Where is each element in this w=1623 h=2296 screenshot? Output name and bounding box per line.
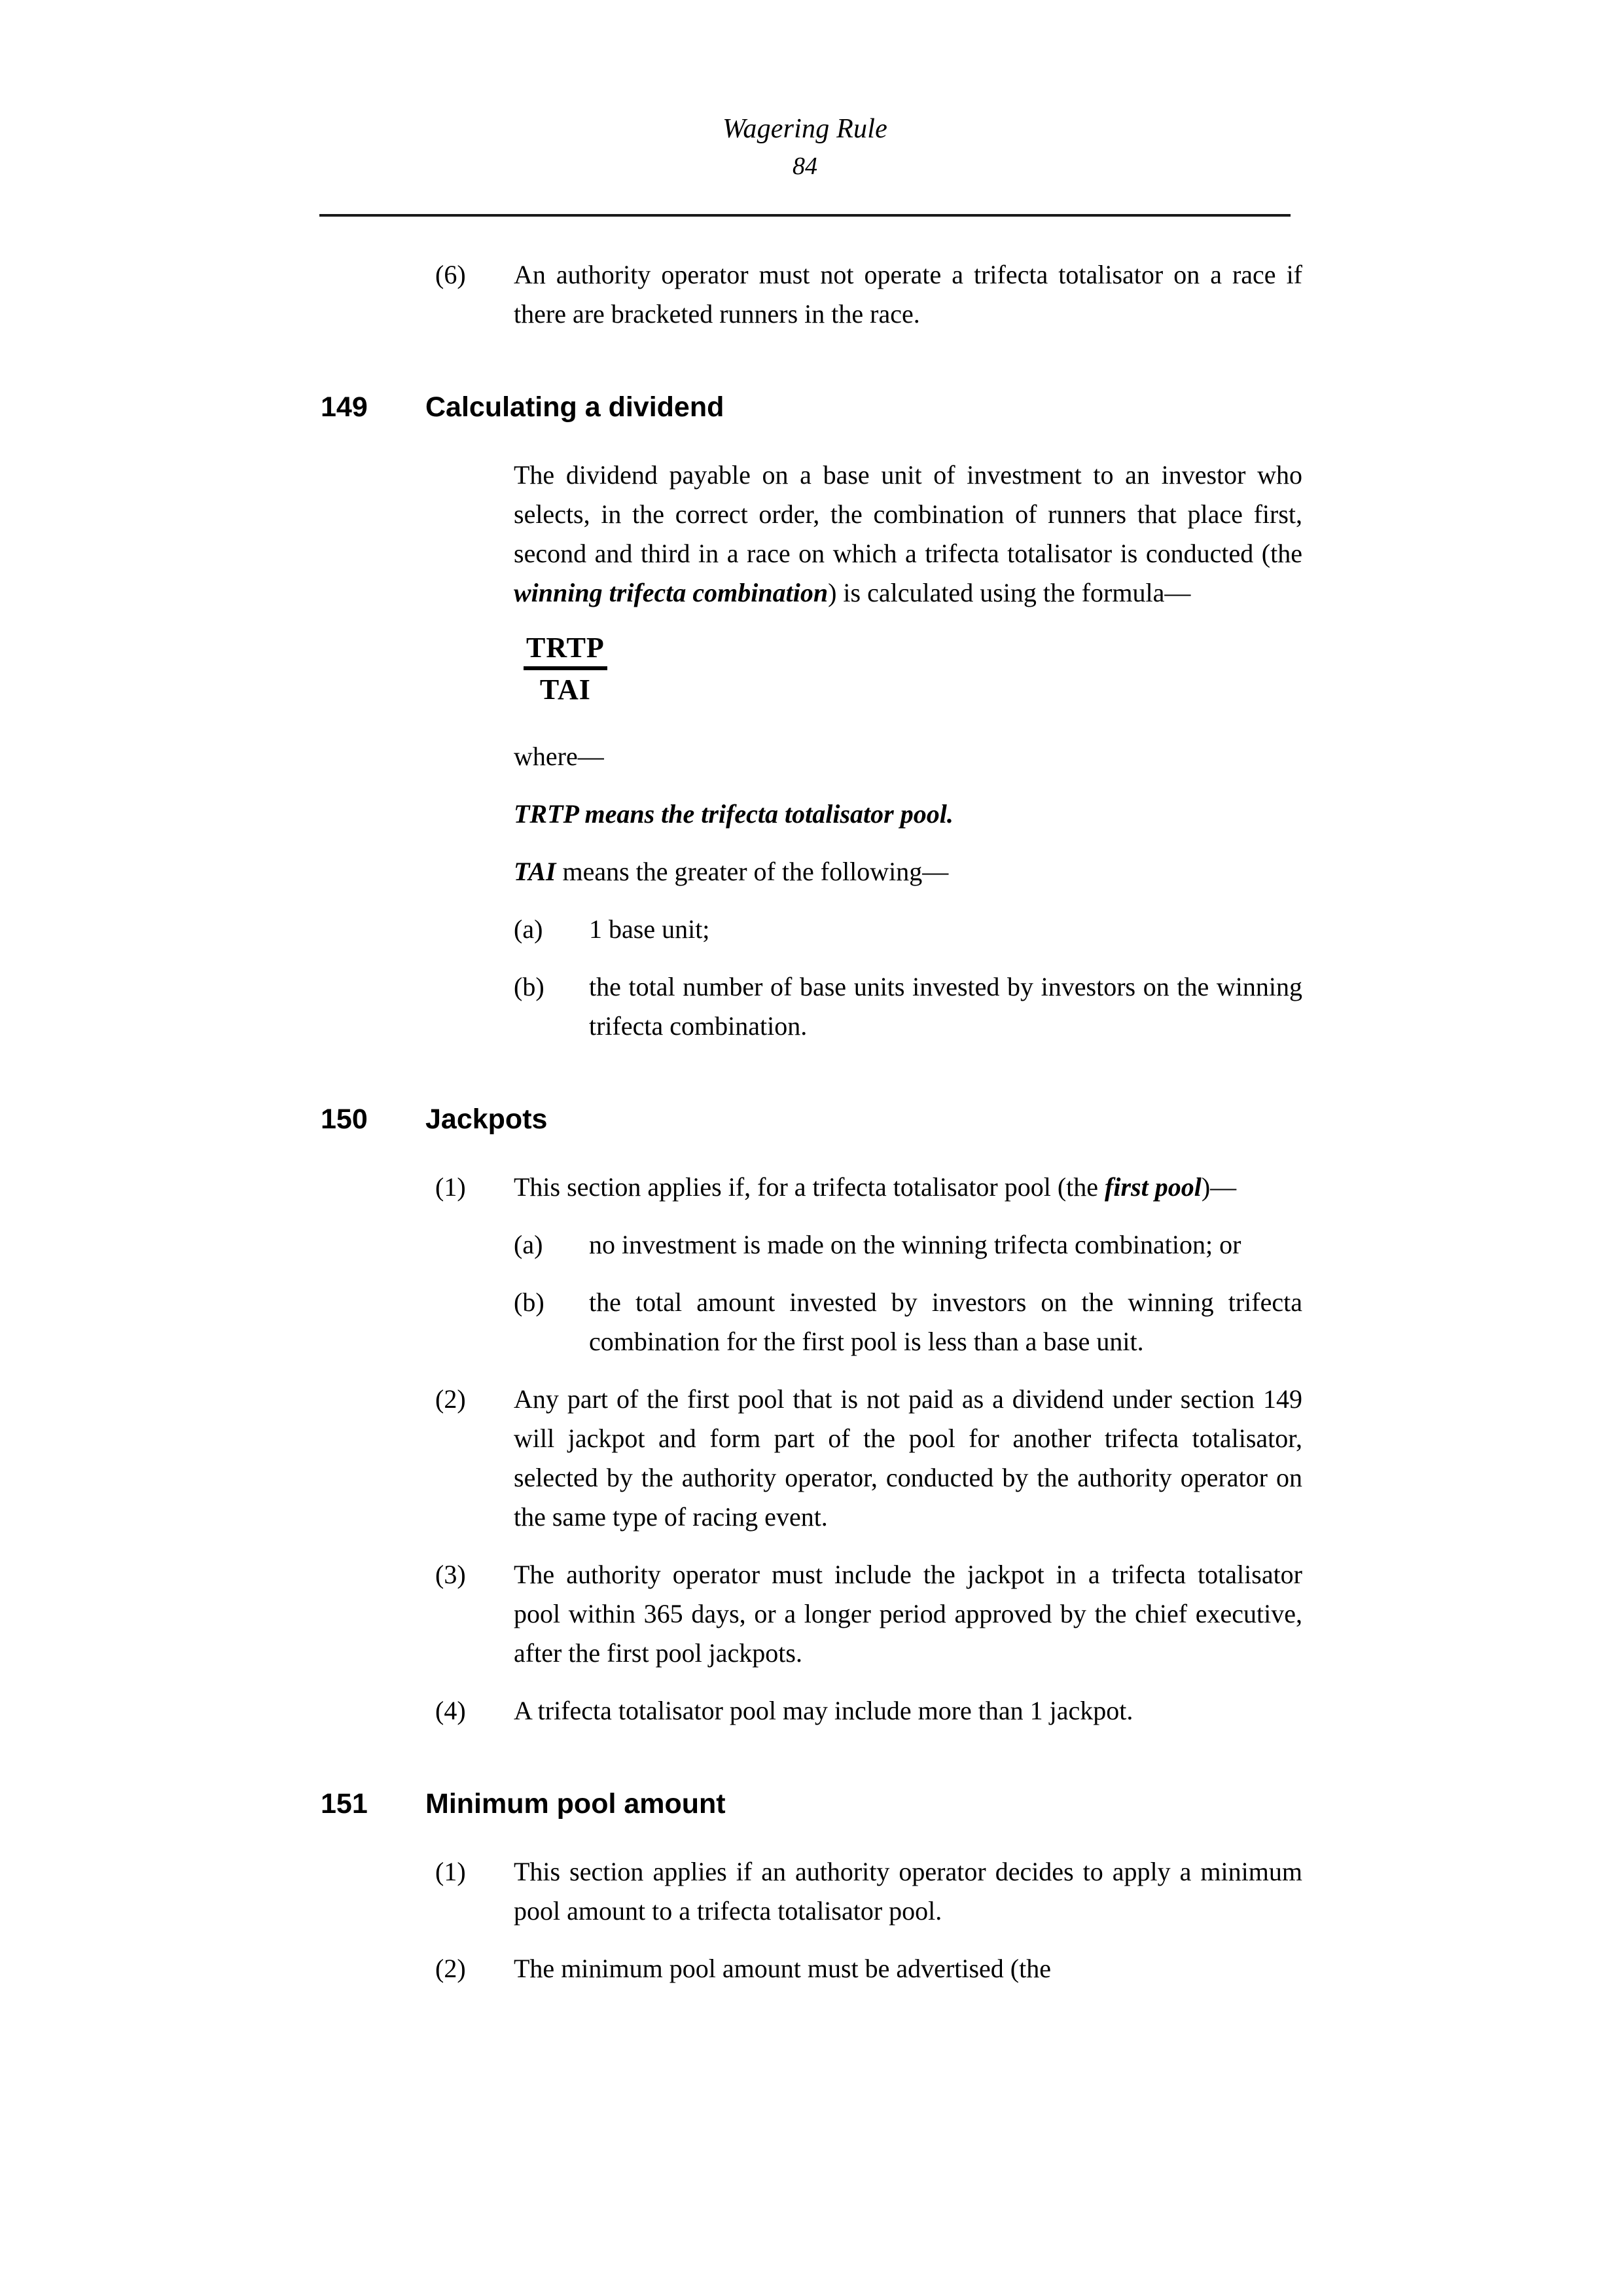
spacer <box>0 834 1623 852</box>
spacer <box>0 1138 1623 1168</box>
section-150-item-b <box>514 1283 1302 1361</box>
page-number: 84 <box>793 152 817 180</box>
spacer <box>0 334 1623 389</box>
spacer <box>0 1537 1623 1555</box>
definition-tai-term: TAI <box>514 857 556 886</box>
formula-block <box>0 631 1623 707</box>
header-divider <box>319 214 1291 217</box>
clause-6-marker: (6) <box>435 260 466 289</box>
section-149-intro <box>514 456 1302 613</box>
section-151-subsection-2 <box>435 1949 1302 1988</box>
section-151-subsection-2-marker: (2) <box>435 1954 466 1983</box>
section-150-subsection-4-marker: (4) <box>435 1696 466 1725</box>
formula-numerator: TRTP <box>524 631 607 670</box>
spacer <box>0 1822 1623 1852</box>
section-149-item-b-marker: (b) <box>514 972 544 1001</box>
section-149-title: Calculating a dividend <box>425 391 724 423</box>
section-151-subsection-1 <box>435 1852 1302 1931</box>
spacer <box>0 1361 1623 1380</box>
section-150-item-a <box>514 1225 1302 1265</box>
section-150-subsection-1-marker: (1) <box>435 1172 466 1202</box>
section-151-title: Minimum pool amount <box>425 1788 726 1820</box>
section-150-subsection-2 <box>435 1380 1302 1537</box>
page-header-title: Wagering Rule <box>722 114 887 144</box>
section-150-item-a-text: no investment is made on the winning trifecta combination; or <box>589 1230 1241 1259</box>
formula-denominator: TAI <box>539 673 591 706</box>
spacer <box>0 1731 1623 1785</box>
spacer <box>0 1931 1623 1949</box>
section-150-item-a-marker: (a) <box>514 1230 543 1259</box>
spacer <box>0 707 1623 737</box>
section-149-item-a-text: 1 base unit; <box>589 914 710 944</box>
section-151-subsection-1-text: This section applies if an authority operator decides to apply a minimum pool amount to a trifecta totalisator pool. <box>514 1857 1302 1926</box>
section-150-subsection-4-text: A trifecta totalisator pool may include more than 1 jackpot. <box>514 1696 1133 1725</box>
section-151-subsection-2-text: The minimum pool amount must be advertised (the <box>514 1954 1051 1983</box>
section-150-item-b-marker: (b) <box>514 1287 544 1317</box>
clause-6-text: An authority operator must not operate a trifecta totalisator on a race if there are bracketed runners in the race. <box>514 260 1302 329</box>
section-heading-150 <box>321 1101 1302 1138</box>
section-150-subsection-4 <box>435 1691 1302 1731</box>
section-149-item-b-text: the total number of base units invested by investors on the winning trifecta combination. <box>589 972 1302 1041</box>
spacer <box>0 613 1623 631</box>
spacer <box>0 1673 1623 1691</box>
document-body <box>0 255 1623 1988</box>
section-150-subsection-3 <box>435 1555 1302 1673</box>
term-winning-trifecta-combination: winning trifecta combination <box>514 578 829 607</box>
clause-6 <box>435 255 1302 334</box>
spacer <box>0 891 1623 910</box>
section-heading-151 <box>321 1785 1302 1822</box>
section-150-subsection-3-text: The authority operator must include the jackpot in a trifecta totalisator pool within 365 days, or a longer period approved by the chief executive, after the first pool jackpots. <box>514 1560 1302 1668</box>
section-151-subsection-1-marker: (1) <box>435 1857 466 1886</box>
section-151-number: 151 <box>321 1788 368 1820</box>
spacer <box>0 1207 1623 1225</box>
term-first-pool: first pool <box>1105 1172 1202 1202</box>
section-150-subsection-2-marker: (2) <box>435 1384 466 1414</box>
section-149-intro-part2: ) is calculated using the formula— <box>828 578 1191 607</box>
spacer <box>0 1046 1623 1101</box>
section-150-subsection-3-marker: (3) <box>435 1560 466 1589</box>
section-149-item-a <box>514 910 1302 949</box>
section-150-subsection-1-part1: This section applies if, for a trifecta totalisator pool (the <box>514 1172 1105 1202</box>
spacer <box>0 776 1623 795</box>
section-150-item-b-text: the total amount invested by investors on the winning trifecta combination for the first pool is less than a base unit. <box>589 1287 1302 1356</box>
section-150-title: Jackpots <box>425 1103 548 1135</box>
section-heading-149 <box>321 389 1302 425</box>
section-150-subsection-1 <box>435 1168 1302 1207</box>
spacer <box>0 1265 1623 1283</box>
section-150-number: 150 <box>321 1103 368 1135</box>
section-150-subsection-2-text: Any part of the first pool that is not paid as a dividend under section 149 will jackpot and form part of the pool for another trifecta totalisator, selected by the authority operator, conducted by the authority operator on the same type of racing event. <box>514 1384 1302 1532</box>
definition-tai-rest: means the greater of the following— <box>556 857 949 886</box>
section-149-item-b <box>514 967 1302 1046</box>
section-149-number: 149 <box>321 391 368 423</box>
dividend-formula <box>524 631 607 707</box>
section-149-item-a-marker: (a) <box>514 914 543 944</box>
where-label: where— <box>514 742 604 771</box>
definition-tai <box>514 852 1302 891</box>
definition-trtp: TRTP means the trifecta totalisator pool. <box>514 799 954 829</box>
page-header <box>319 111 1291 183</box>
section-150-subsection-1-part2: )— <box>1201 1172 1237 1202</box>
spacer <box>0 425 1623 456</box>
section-149-intro-part1: The dividend payable on a base unit of investment to an investor who selects, in the correct order, the combination of runners that place first, second and third in a race on which a trifecta totalisator is conducted (the <box>514 460 1302 568</box>
spacer <box>0 949 1623 967</box>
